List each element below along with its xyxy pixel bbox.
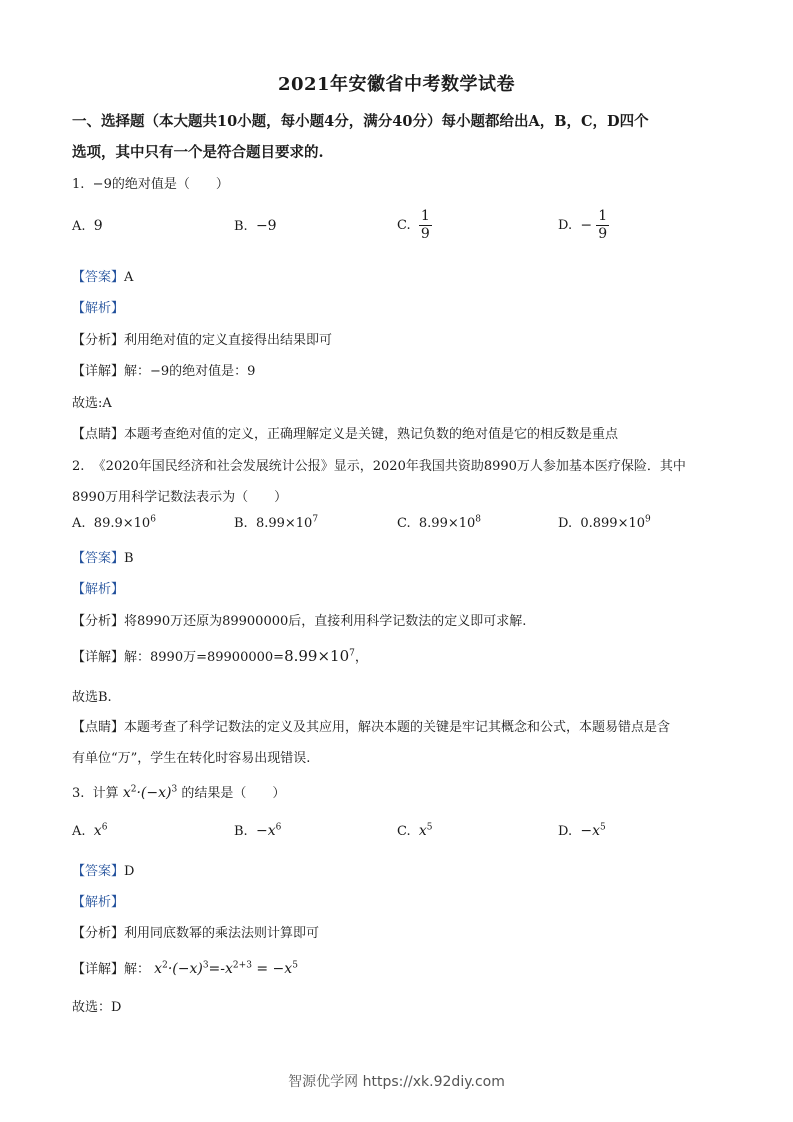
q3-fenxi bbox=[72, 922, 319, 941]
q1-analysis-tag bbox=[72, 297, 124, 316]
q1-choose: 故选:A bbox=[72, 396, 112, 411]
detail-formula: $x^2\cdot(-x)^3=-x^{2+3} = -x^5$ bbox=[154, 960, 298, 977]
detail-text: 解： bbox=[124, 962, 151, 977]
answer-value: B bbox=[124, 551, 134, 566]
option-value: −9 bbox=[255, 218, 277, 234]
option-base: 89.9×10 bbox=[93, 516, 151, 531]
question-number: 1. bbox=[72, 177, 85, 192]
q3-option-b bbox=[234, 823, 281, 839]
q1-fenxi bbox=[72, 329, 332, 348]
option-label: D. bbox=[558, 516, 573, 531]
question-number: 2. bbox=[72, 459, 85, 474]
option-exponent: 6 bbox=[101, 822, 108, 833]
option-value: $x^6$ bbox=[93, 822, 108, 839]
option-base: 8.99×10 bbox=[418, 516, 476, 531]
option-sign: − bbox=[580, 823, 593, 839]
fraction-numerator: 1 bbox=[598, 208, 608, 224]
q2-option-c bbox=[397, 516, 481, 531]
option-exponent: 9 bbox=[645, 514, 651, 525]
answer-tag: 【答案】 bbox=[72, 270, 125, 285]
detail-tail: ， bbox=[354, 650, 368, 665]
q3-option-d bbox=[558, 823, 606, 839]
q1-option-d bbox=[558, 208, 609, 243]
q1-option-b bbox=[234, 218, 277, 234]
fraction bbox=[419, 208, 432, 243]
detail-math-exponent: 7 bbox=[349, 648, 355, 659]
q2-dianjing-line2: 有单位“万”，学生在转化时容易出现错误. bbox=[72, 751, 311, 766]
analysis-tag: 【解析】 bbox=[72, 895, 125, 910]
answer-value: D bbox=[124, 864, 135, 879]
q3-option-a bbox=[72, 823, 107, 839]
q1-detail bbox=[72, 360, 255, 379]
answer-tag: 【答案】 bbox=[72, 864, 125, 879]
fenxi-tag: 【分析】 bbox=[72, 333, 125, 348]
option-exponent: 7 bbox=[312, 514, 319, 525]
option-value: $x^5$ bbox=[418, 822, 433, 839]
page-title: 2021年安徽省中考数学试卷 bbox=[277, 74, 516, 95]
question-text-post: 的结果是（ ） bbox=[181, 786, 286, 801]
fenxi-tag: 【分析】 bbox=[72, 926, 125, 941]
q2-choose: 故选B. bbox=[72, 690, 112, 705]
option-label: C. bbox=[397, 218, 411, 233]
detail-tag: 【详解】 bbox=[72, 364, 125, 379]
dianjing-text: 本题考查绝对值的定义，正确理解定义是关键，熟记负数的绝对值是它的相反数是重点 bbox=[124, 427, 619, 442]
question-2-stem-line1 bbox=[72, 455, 686, 474]
detail-tag: 【详解】 bbox=[72, 650, 125, 665]
q3-detail bbox=[72, 958, 298, 977]
analysis-tag: 【解析】 bbox=[72, 301, 125, 316]
option-label: D. bbox=[558, 824, 573, 839]
question-2-stem-line2: 8990万用科学记数法表示为（ ） bbox=[72, 490, 288, 505]
fenxi-tag: 【分析】 bbox=[72, 614, 125, 629]
fenxi-text: 利用同底数幂的乘法法则计算即可 bbox=[124, 926, 320, 941]
option-value: 9 bbox=[93, 218, 103, 234]
option-label: D. bbox=[558, 218, 573, 233]
dianjing-text: 本题考查了科学记数法的定义及其应用，解决本题的关键是牢记其概念和公式，本题易错点是含 bbox=[124, 720, 671, 735]
option-label: A. bbox=[72, 824, 86, 839]
option-exponent: 6 bbox=[275, 822, 282, 833]
option-label: A. bbox=[72, 219, 86, 234]
question-text: 《2020年国民经济和社会发展统计公报》显示，2020年我国共资助8990万人参加基本医疗保险．其中 bbox=[92, 459, 686, 474]
fenxi-text: 将8990万还原为89900000后，直接利用科学记数法的定义即可求解. bbox=[124, 614, 527, 629]
option-label: B. bbox=[234, 516, 248, 531]
q2-option-b bbox=[234, 516, 318, 531]
q2-fenxi bbox=[72, 610, 526, 629]
option-sign: − bbox=[580, 217, 593, 234]
analysis-tag: 【解析】 bbox=[72, 582, 125, 597]
option-exponent: 8 bbox=[475, 514, 482, 525]
fraction-denominator: 9 bbox=[420, 226, 430, 242]
section-heading-line1: 一、选择题（本大题共10小题，每小题4分，满分40分）每小题都给出A，B，C，D四个 bbox=[72, 113, 649, 130]
fenxi-text: 利用绝对值的定义直接得出结果即可 bbox=[124, 333, 333, 348]
detail-tag: 【详解】 bbox=[72, 962, 125, 977]
q2-detail bbox=[72, 646, 368, 665]
q1-dianjing bbox=[72, 423, 618, 442]
option-sign: − bbox=[255, 823, 268, 839]
detail-math-base: 8.99×10 bbox=[284, 647, 350, 665]
dianjing-tag: 【点睛】 bbox=[72, 720, 125, 735]
option-label: A. bbox=[72, 516, 86, 531]
q2-answer bbox=[72, 547, 134, 566]
answer-value: A bbox=[124, 270, 134, 285]
option-exponent: 6 bbox=[150, 514, 156, 525]
question-3-stem bbox=[72, 782, 285, 801]
q2-dianjing-line1 bbox=[72, 716, 670, 735]
fraction-denominator: 9 bbox=[598, 226, 608, 242]
option-exponent: 5 bbox=[426, 822, 433, 833]
option-base: 8.99×10 bbox=[255, 516, 313, 531]
fraction-numerator: 1 bbox=[420, 208, 430, 224]
option-value: $-x^6$ bbox=[255, 822, 282, 839]
q3-choose: 故选：D bbox=[72, 1000, 122, 1015]
option-label: C. bbox=[397, 824, 411, 839]
question-text-pre: 计算 bbox=[92, 786, 119, 801]
option-exponent: 5 bbox=[600, 822, 606, 833]
q2-option-a bbox=[72, 516, 156, 531]
option-label: C. bbox=[397, 516, 411, 531]
option-label: B. bbox=[234, 219, 248, 234]
footer-watermark: 智源优学网 https://xk.92diy.com bbox=[288, 1074, 505, 1090]
question-number: 3. bbox=[72, 786, 85, 801]
fraction bbox=[596, 208, 609, 243]
q1-option-a bbox=[72, 218, 103, 234]
q3-analysis-tag bbox=[72, 891, 124, 910]
q3-option-c bbox=[397, 823, 433, 839]
option-label: B. bbox=[234, 824, 248, 839]
question-text: −9的绝对值是（ ） bbox=[92, 177, 229, 192]
dianjing-tag: 【点睛】 bbox=[72, 427, 125, 442]
q2-analysis-tag bbox=[72, 578, 124, 597]
question-1-stem bbox=[72, 173, 229, 192]
detail-text: 解：−9的绝对值是：9 bbox=[124, 364, 256, 379]
detail-text: 解：8990万=89900000= bbox=[124, 650, 285, 665]
formula: $x^2\cdot(-x)^3$ bbox=[122, 784, 178, 801]
q1-answer bbox=[72, 266, 133, 285]
q1-option-c bbox=[397, 208, 432, 243]
q3-answer bbox=[72, 860, 134, 879]
q2-option-d bbox=[558, 516, 651, 531]
option-value: $-x^5$ bbox=[580, 822, 606, 839]
answer-tag: 【答案】 bbox=[72, 551, 125, 566]
option-base: 0.899×10 bbox=[580, 516, 646, 531]
section-heading-line2: 选项，其中只有一个是符合题目要求的. bbox=[72, 144, 324, 161]
